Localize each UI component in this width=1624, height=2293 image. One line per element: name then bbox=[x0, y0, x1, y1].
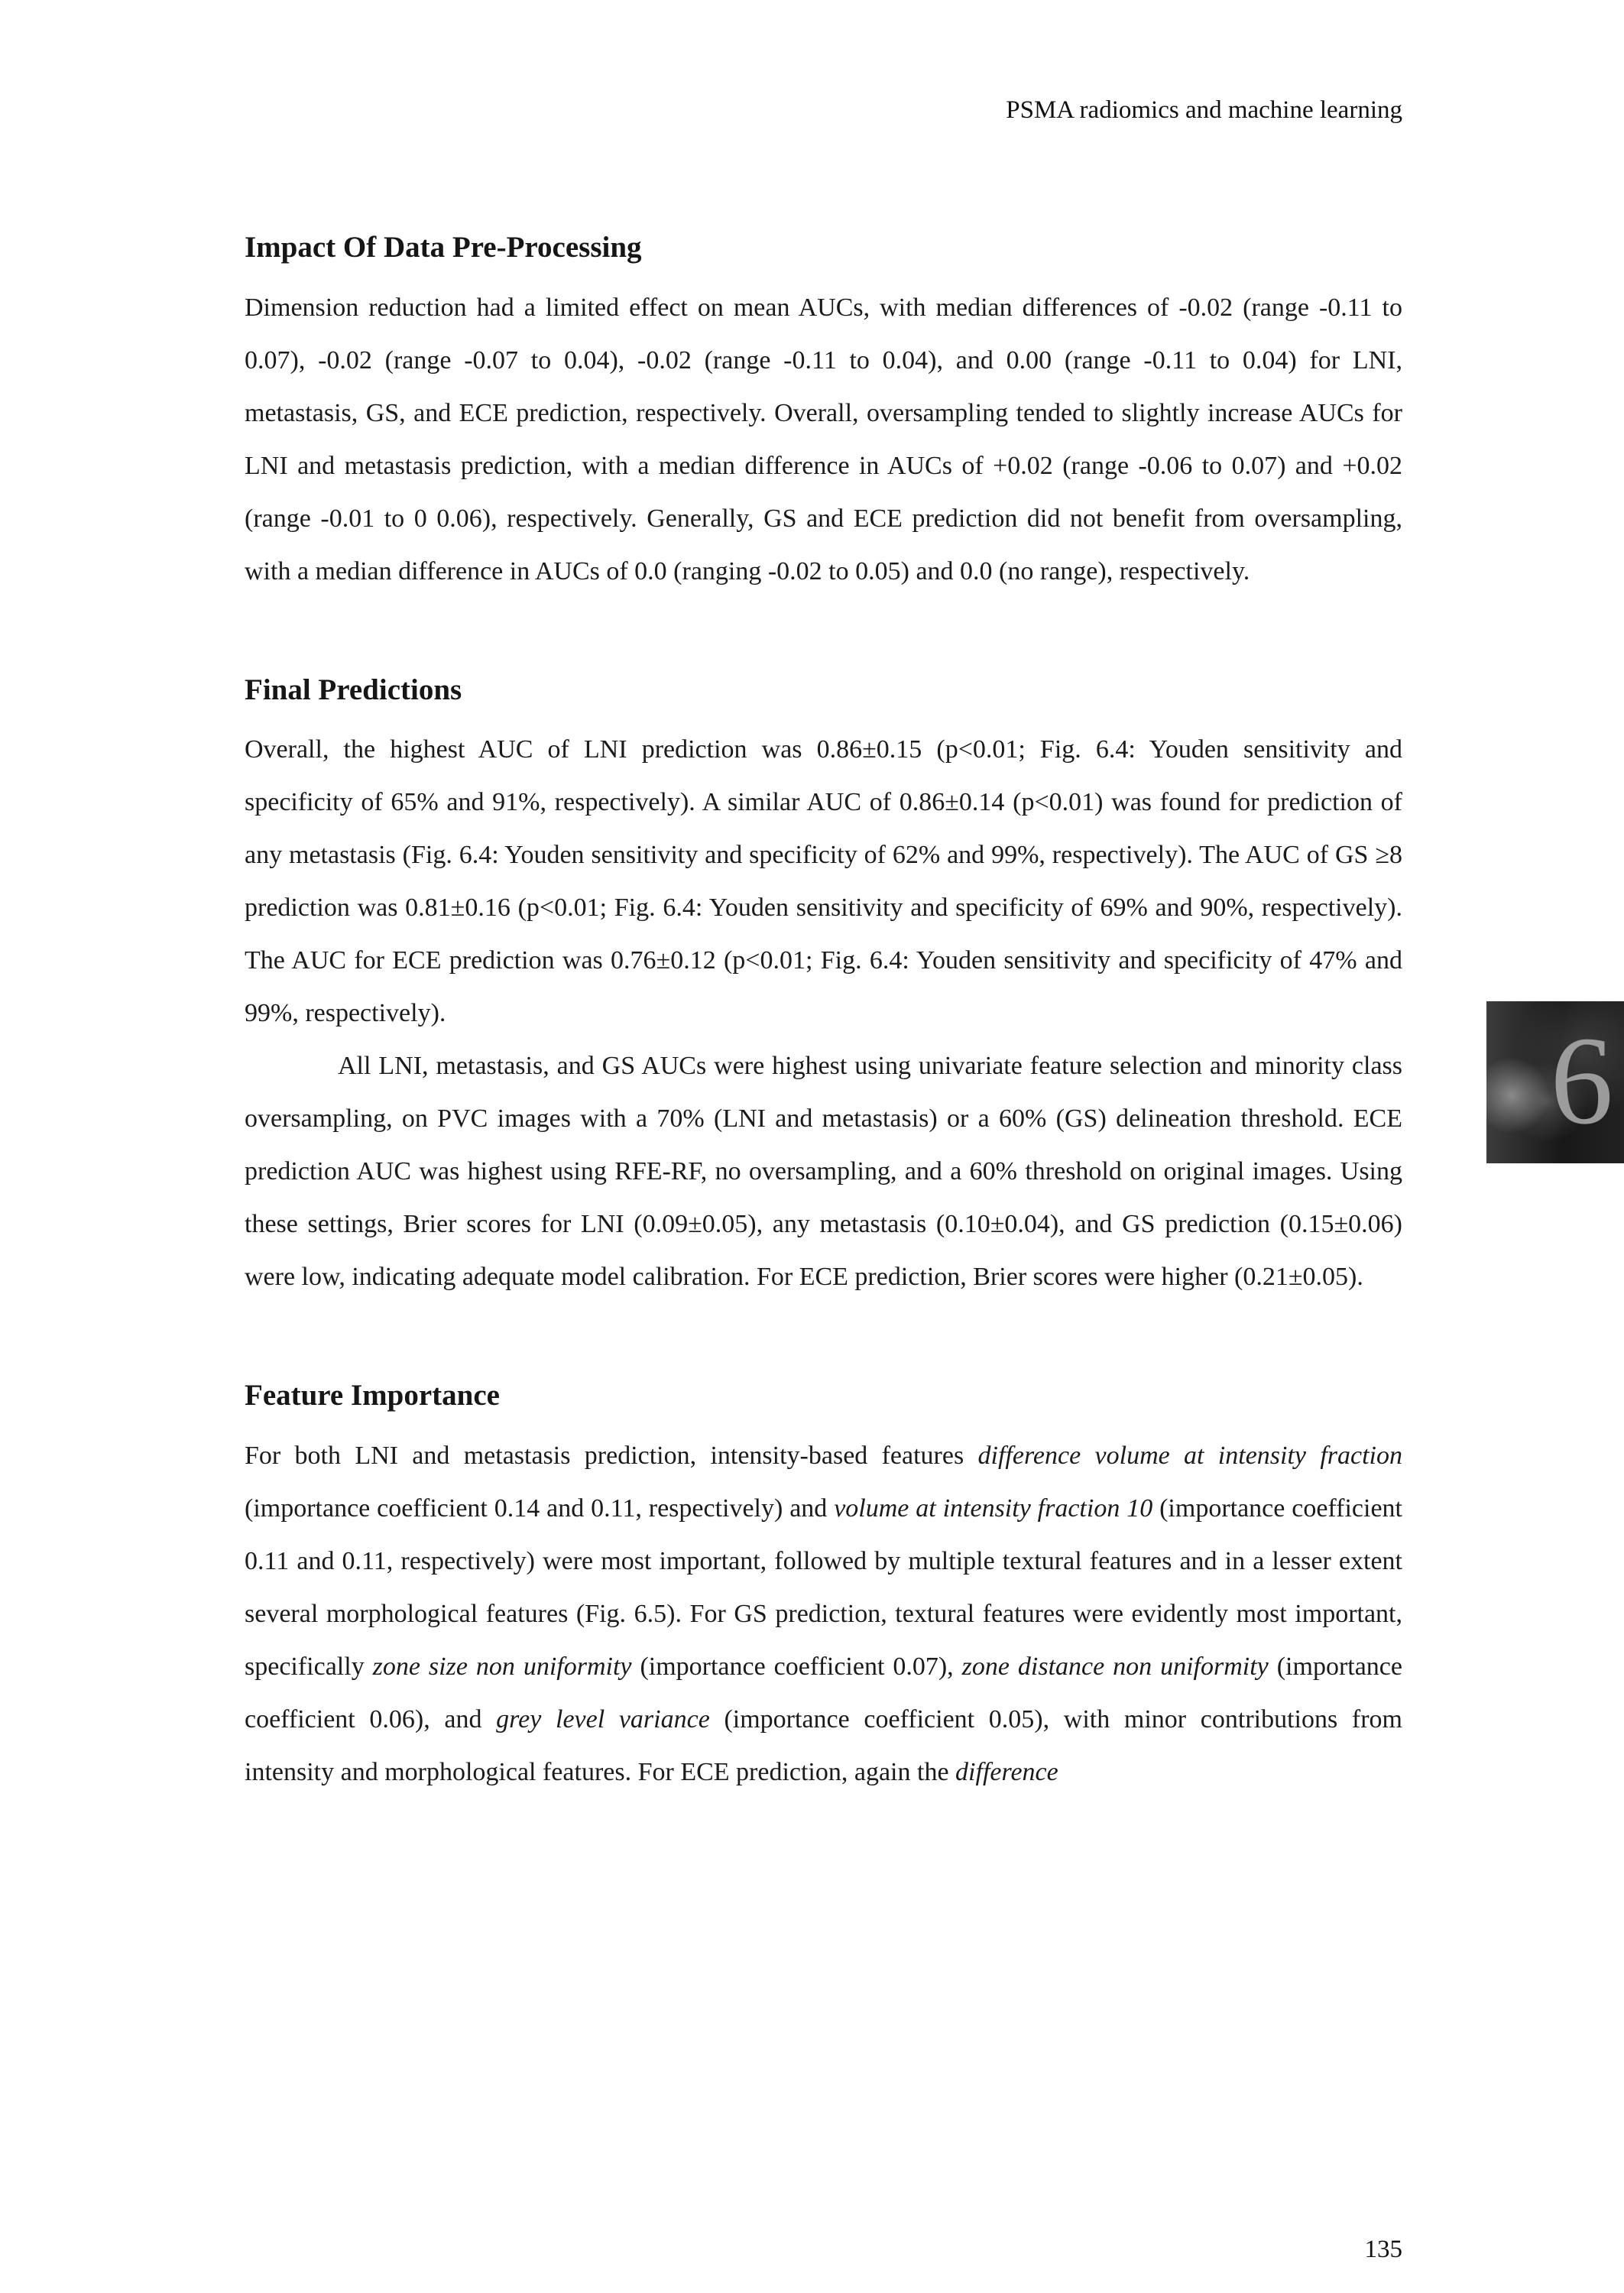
paragraph: All LNI, metastasis, and GS AUCs were highest using univariate feature selection and minority class oversampling, on PVC images with a 70% (LNI and metastasis) or a 60% (GS) delineation threshold. ECE prediction AUC was highest using RFE-RF, no oversampling, and a 60% threshold on original images. Using these settings, Brier scores for LNI (0.09±0.05), any metastasis (0.10±0.04), and GS prediction (0.15±0.06) were low, indicating adequate model calibration. For ECE prediction, Brier scores were higher (0.21±0.05). bbox=[245, 1052, 1402, 1291]
chapter-number: 6 bbox=[1550, 1010, 1613, 1150]
section-impact-of-data-pre-processing bbox=[245, 225, 1402, 598]
section-feature-importance bbox=[245, 1374, 1402, 1798]
section-heading: Final Predictions bbox=[245, 673, 462, 706]
section-heading: Impact Of Data Pre-Processing bbox=[245, 231, 642, 264]
section-heading: Feature Importance bbox=[245, 1379, 500, 1412]
chapter-tab-image bbox=[1486, 1001, 1624, 1163]
page-content bbox=[245, 225, 1402, 1798]
paragraph: For both LNI and metastasis prediction, intensity-based features difference volume at intensity fraction (importance coefficient 0.14 and 0.11, respectively) and volume at intensity fraction 10 (importance coefficient 0.11 and 0.11, respectively) were most important, followed by multiple textural features and in a lesser extent several morphological features (Fig. 6.5). For GS prediction, textural features were evidently most important, specifically zone size non uniformity (importance coefficient 0.07), zone distance non uniformity (importance coefficient 0.06), and grey level variance (importance coefficient 0.05), with minor contributions from intensity and morphological features. For ECE prediction, again the difference bbox=[245, 1441, 1402, 1786]
running-header: PSMA radiomics and machine learning bbox=[1006, 96, 1402, 124]
paragraph: Overall, the highest AUC of LNI prediction was 0.86±0.15 (p<0.01; Fig. 6.4: Youden sensitivity and specificity of 65% and 91%, respectively). A similar AUC of 0.86±0.14 (p<0.01) was found for prediction of any metastasis (Fig. 6.4: Youden sensitivity and specificity of 62% and 99%, respectively). The AUC of GS ≥8 prediction was 0.81±0.16 (p<0.01; Fig. 6.4: Youden sensitivity and specificity of 69% and 90%, respectively). The AUC for ECE prediction was 0.76±0.12 (p<0.01; Fig. 6.4: Youden sensitivity and specificity of 47% and 99%, respectively). bbox=[245, 735, 1402, 1027]
section-final-predictions bbox=[245, 668, 1402, 1304]
page-number: 135 bbox=[1364, 2236, 1402, 2263]
paragraph: Dimension reduction had a limited effect on mean AUCs, with median differences of -0.02 (range -0.11 to 0.07), -0.02 (range -0.07 to 0.04), -0.02 (range -0.11 to 0.04), and 0.00 (range -0.11 to 0.04) for LNI, metastasis, GS, and ECE prediction, respectively. Overall, oversampling tended to slightly increase AUCs for LNI and metastasis prediction, with a median difference in AUCs of +0.02 (range -0.06 to 0.07) and +0.02 (range -0.01 to 0 0.06), respectively. Generally, GS and ECE prediction did not benefit from oversampling, with a median difference in AUCs of 0.0 (ranging -0.02 to 0.05) and 0.0 (no range), respectively. bbox=[245, 293, 1402, 585]
